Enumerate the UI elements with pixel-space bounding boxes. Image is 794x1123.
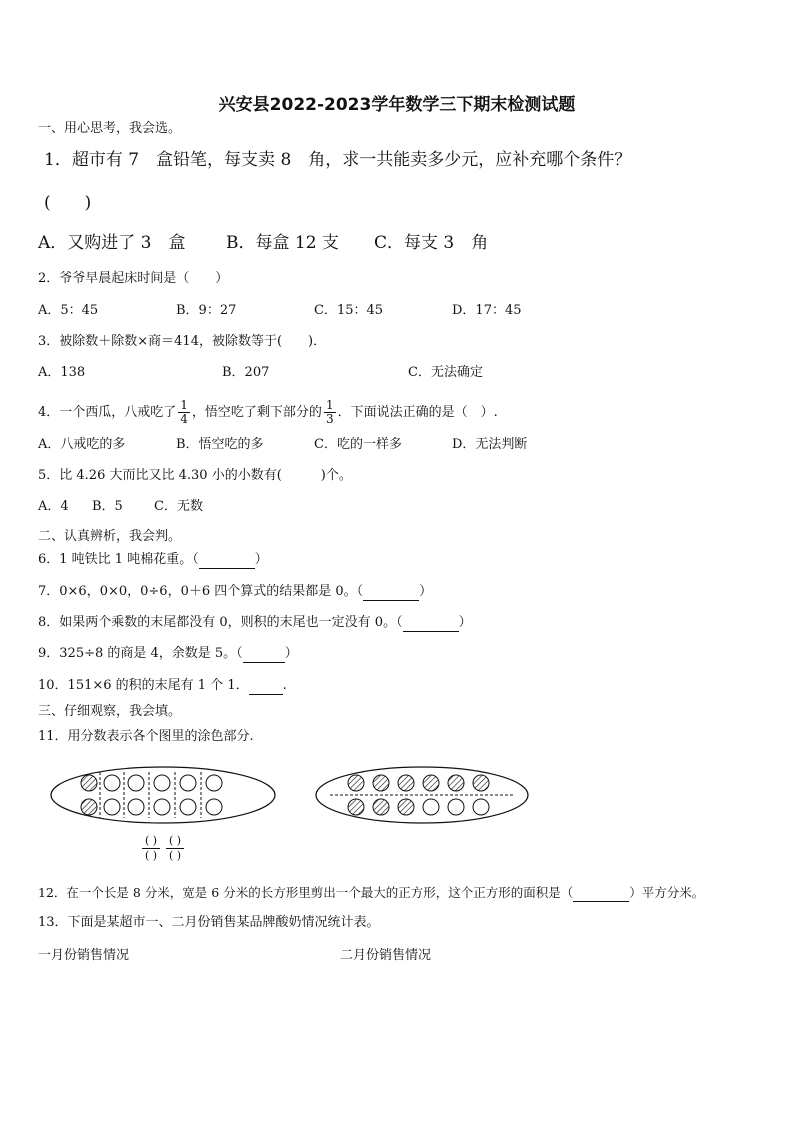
answer-blank[interactable] <box>573 885 629 902</box>
figure-right-ellipse <box>312 764 534 826</box>
fraction-blank-2[interactable]: ( ) ( ) <box>166 834 184 863</box>
section-heading-judge: 二、认真辨析，我会判。 <box>38 529 182 544</box>
question-3-text: 3．被除数＋除数×商＝414，被除数等于( )． <box>38 334 327 349</box>
question-1-option-b[interactable]: B．每盒 12 支 <box>226 233 339 253</box>
question-6: 6．1 吨铁比 1 吨棉花重。（ ） <box>38 552 268 567</box>
answer-blank[interactable] <box>199 552 255 569</box>
question-12: 12．在一个长是 8 分米，宽是 6 分米的长方形里剪出一个最大的正方形，这个正方形的面积是（ ）平方分米。 <box>38 885 705 900</box>
question-3-option-a[interactable]: A．138 <box>38 365 86 380</box>
fraction-one-third: $\frac{1}{3}$ <box>325 398 334 426</box>
answer-blank[interactable] <box>363 584 419 601</box>
answer-blank[interactable] <box>243 646 285 663</box>
question-1-answer-paren: ( ) <box>44 193 92 213</box>
question-2-option-c[interactable]: C．15：45 <box>314 303 384 318</box>
section-heading-fill: 三、仔细观察，我会填。 <box>38 704 182 719</box>
answer-blank[interactable] <box>403 615 459 632</box>
question-1-option-c[interactable]: C．每支 3 角 <box>374 233 489 253</box>
january-sales-caption: 一月份销售情况 <box>38 948 130 963</box>
question-3-option-b[interactable]: B．207 <box>222 365 270 380</box>
fraction-one-quarter: $\frac{1}{4}$ <box>180 398 188 426</box>
question-4-prefix: 4．一个西瓜，八戒吃了 <box>38 405 177 420</box>
question-8: 8．如果两个乘数的末尾都没有 0，则积的末尾也一定没有 0。（ ） <box>38 615 472 630</box>
question-3-option-c[interactable]: C．无法确定 <box>408 365 483 380</box>
question-4-suffix: ．下面说法正确的是（ ）. <box>337 405 498 420</box>
question-2-text: 2．爷爷早晨起床时间是（ ） <box>38 271 229 286</box>
question-13-text: 13．下面是某超市一、二月份销售某品牌酸奶情况统计表。 <box>38 915 380 930</box>
february-sales-caption: 二月份销售情况 <box>340 948 432 963</box>
question-4-mid: ，悟空吃了剩下部分的 <box>191 405 322 420</box>
question-5-text: 5．比 4.26 大而比又比 4.30 小的小数有( )个。 <box>38 468 352 483</box>
question-1-text: 1．超市有 7 盒铅笔，每支卖 8 角，求一共能卖多少元，应补充哪个条件？ <box>44 150 632 170</box>
figure-left-ellipse <box>48 764 278 826</box>
section-heading-choice: 一、用心思考，我会选。 <box>38 121 182 136</box>
question-4-option-d[interactable]: D．无法判断 <box>452 437 528 452</box>
question-2-option-d[interactable]: D．17：45 <box>452 303 522 318</box>
question-5-option-b[interactable]: B．5 <box>92 499 123 514</box>
question-10: 10．151×6 的积的末尾有 1 个 1． . <box>38 678 287 693</box>
question-4-option-c[interactable]: C．吃的一样多 <box>314 437 402 452</box>
page-title: 兴安县2022-2023学年数学三下期末检测试题 <box>218 95 576 115</box>
question-5-option-a[interactable]: A．4 <box>38 499 69 514</box>
answer-blank[interactable] <box>249 678 283 695</box>
question-2-option-a[interactable]: A．5：45 <box>38 303 99 318</box>
fraction-blank-1[interactable]: ( ) ( ) <box>142 834 160 863</box>
question-4-option-b[interactable]: B．悟空吃的多 <box>176 437 264 452</box>
question-4-option-a[interactable]: A．八戒吃的多 <box>38 437 126 452</box>
question-4-text <box>38 399 498 426</box>
question-11-text: 11．用分数表示各个图里的涂色部分. <box>38 729 254 744</box>
question-9: 9．325÷8 的商是 4，余数是 5。（ ） <box>38 646 298 661</box>
question-7: 7．0×6，0×0，0÷6，0＋6 四个算式的结果都是 0。（ ） <box>38 584 433 599</box>
question-1-option-a[interactable]: A．又购进了 3 盒 <box>38 233 186 253</box>
question-5-option-c[interactable]: C．无数 <box>154 499 203 514</box>
question-2-option-b[interactable]: B．9：27 <box>176 303 237 318</box>
